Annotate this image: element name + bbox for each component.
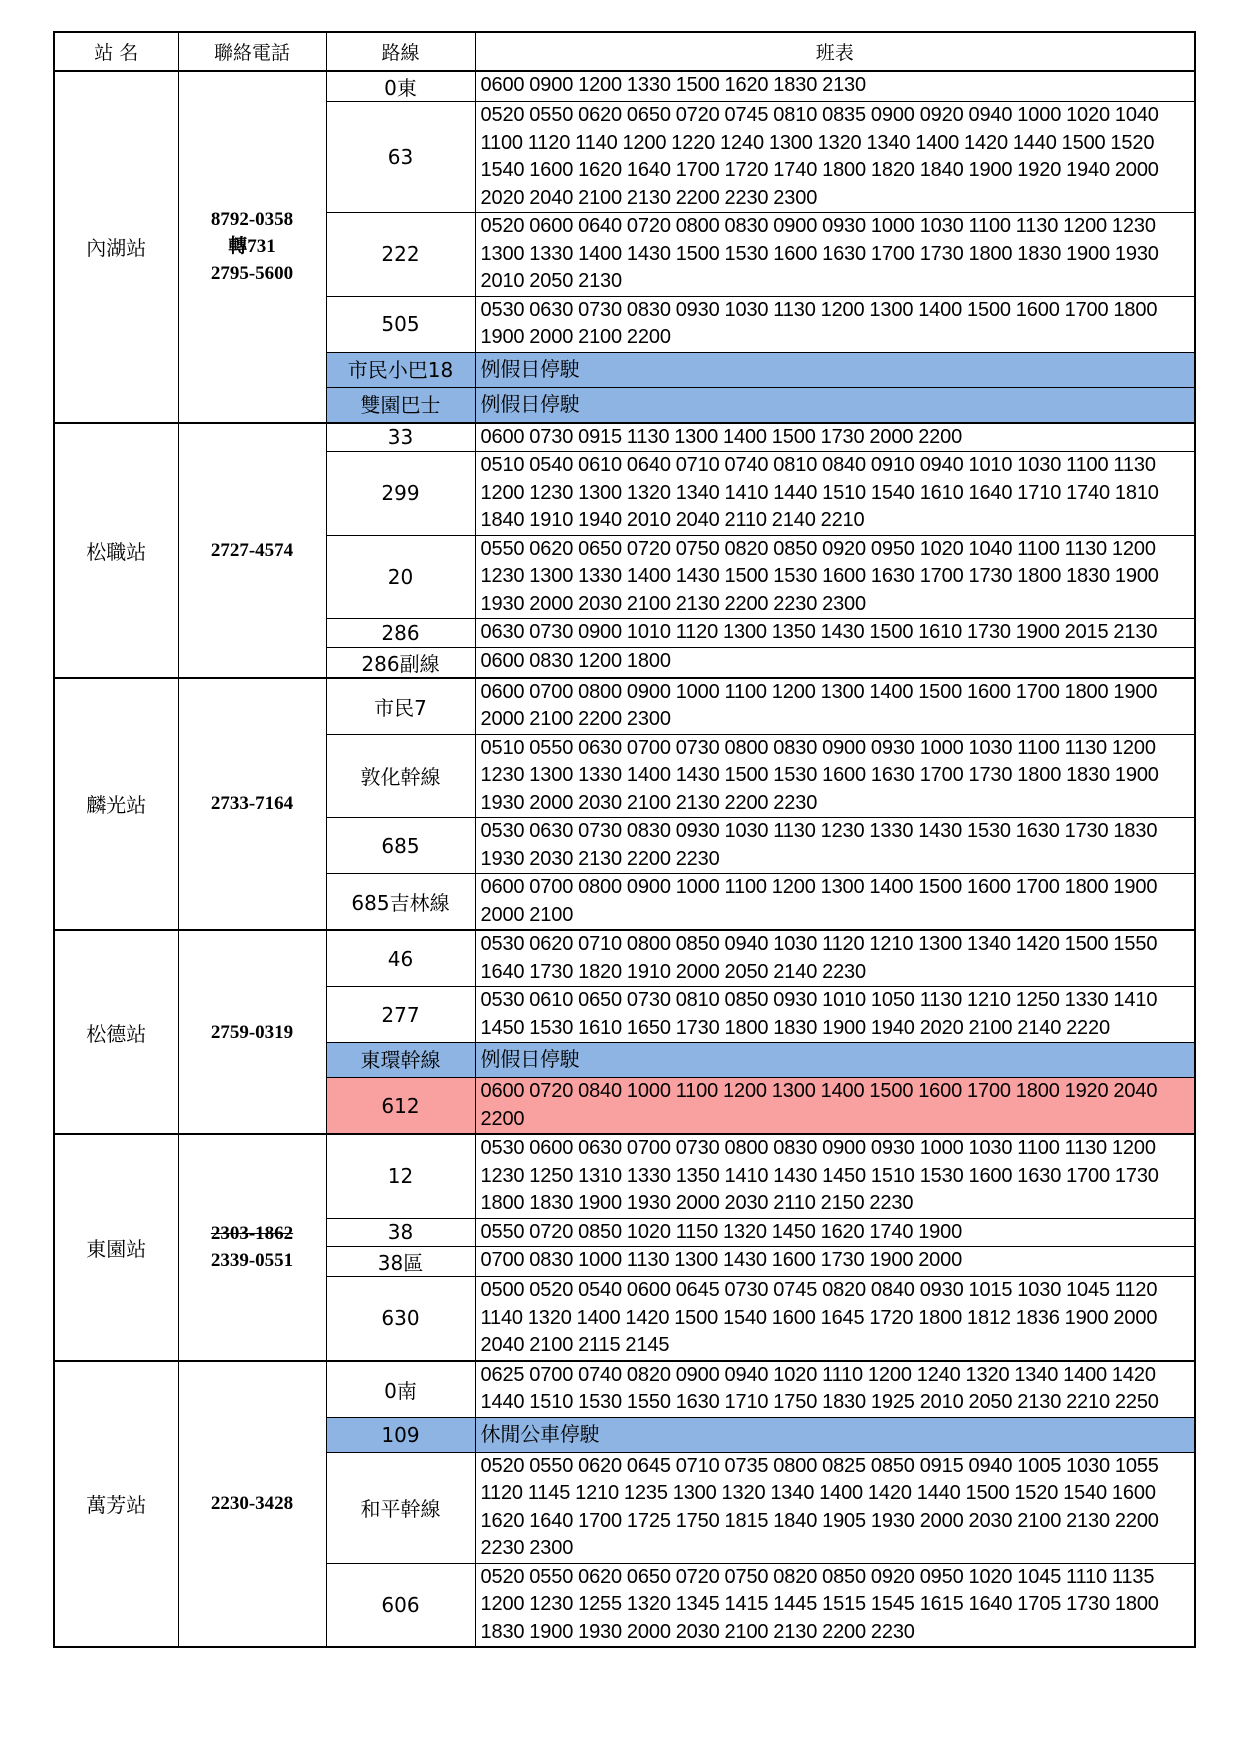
station-phone xyxy=(178,71,326,423)
route-number: 20 xyxy=(326,535,475,619)
table-row xyxy=(54,1361,1195,1418)
station-name: 東園站 xyxy=(54,1134,178,1361)
phone-number: 2733-7164 xyxy=(210,793,294,815)
bus-timetable xyxy=(53,31,1196,1648)
departure-times: 0510 0550 0630 0700 0730 0800 0830 0900 0930 1000 1030 1100 1130 1200 1230 1300 1330 1400 1430 1500 1530 1600 1630 1700 1730 1800 1830 1900 1930 2000 2030 2100 2130 2200 2230 xyxy=(475,734,1195,818)
departure-times: 0600 0700 0800 0900 1000 1100 1200 1300 1400 1500 1600 1700 1800 1900 2000 2100 2200 2300 xyxy=(475,678,1195,735)
route-number: 222 xyxy=(326,213,475,297)
route-number: 685 xyxy=(326,818,475,874)
station-phone xyxy=(178,1134,326,1361)
phone-number-old: 2303-1862 xyxy=(210,1223,294,1245)
table-row xyxy=(54,930,1195,987)
phone-number: 2795-5600 xyxy=(210,263,294,285)
route-number: 299 xyxy=(326,452,475,536)
route-number: 109 xyxy=(326,1417,475,1452)
departure-times: 0530 0620 0710 0800 0850 0940 1030 1120 1210 1300 1340 1420 1500 1550 1640 1730 1820 1910 2000 2050 2140 2230 xyxy=(475,930,1195,987)
header-phone: 聯絡電話 xyxy=(178,32,326,71)
phone-number: 2727-4574 xyxy=(210,539,294,561)
header-route: 路線 xyxy=(326,32,475,71)
station-name: 麟光站 xyxy=(54,678,178,931)
service-notice: 休閒公車停駛 xyxy=(475,1417,1195,1452)
route-number: 38 xyxy=(326,1218,475,1247)
departure-times: 0500 0520 0540 0600 0645 0730 0745 0820 0840 0930 1015 1030 1045 1120 1140 1320 1400 1420 1500 1540 1600 1645 1720 1800 1812 1836 1900 2000 2040 2100 2115 2145 xyxy=(475,1277,1195,1361)
route-number: 市民小巴18 xyxy=(326,352,475,387)
station-phone xyxy=(178,678,326,931)
departure-times: 0520 0550 0620 0645 0710 0735 0800 0825 0850 0915 0940 1005 1030 1055 1120 1145 1210 1235 1300 1320 1340 1400 1420 1440 1500 1520 1540 1600 1620 1640 1700 1725 1750 1815 1840 1905 1930 2000 2030 2100 2130 2200 2230 2300 xyxy=(475,1452,1195,1563)
route-number: 286副線 xyxy=(326,647,475,678)
departure-times: 0600 0720 0840 1000 1100 1200 1300 1400 1500 1600 1700 1800 1920 2040 2200 xyxy=(475,1078,1195,1135)
departure-times: 0520 0600 0640 0720 0800 0830 0900 0930 1000 1030 1100 1130 1200 1230 1300 1330 1400 1430 1500 1530 1600 1630 1700 1730 1800 1830 1900 1930 2010 2050 2130 xyxy=(475,213,1195,297)
station-name: 松德站 xyxy=(54,930,178,1134)
route-number: 和平幹線 xyxy=(326,1452,475,1563)
timetable-body xyxy=(54,71,1195,1647)
departure-times: 0520 0550 0620 0650 0720 0750 0820 0850 0920 0950 1020 1045 1110 1135 1200 1230 1255 1320 1345 1415 1445 1515 1545 1615 1640 1705 1730 1800 1830 1900 1930 2000 2030 2100 2130 2200 2230 xyxy=(475,1563,1195,1647)
route-number: 33 xyxy=(326,423,475,452)
departure-times: 0520 0550 0620 0650 0720 0745 0810 0835 0900 0920 0940 1000 1020 1040 1100 1120 1140 1200 1220 1240 1300 1320 1340 1400 1420 1440 1500 1520 1540 1600 1620 1640 1700 1720 1740 1800 1820 1840 1900 1920 1940 2000 2020 2040 2100 2130 2200 2230 2300 xyxy=(475,102,1195,213)
route-number: 606 xyxy=(326,1563,475,1647)
departure-times: 0530 0630 0730 0830 0930 1030 1130 1200 1300 1400 1500 1600 1700 1800 1900 2000 2100 2200 xyxy=(475,296,1195,352)
table-row xyxy=(54,71,1195,102)
route-number: 雙園巴士 xyxy=(326,387,475,423)
departure-times: 0630 0730 0900 1010 1120 1300 1350 1430 1500 1610 1730 1900 2015 2130 xyxy=(475,619,1195,648)
departure-times: 0700 0830 1000 1130 1300 1430 1600 1730 1900 2000 xyxy=(475,1247,1195,1277)
station-name: 松職站 xyxy=(54,423,178,678)
departure-times: 0600 0900 1200 1330 1500 1620 1830 2130 xyxy=(475,71,1195,102)
table-row xyxy=(54,678,1195,735)
route-number: 63 xyxy=(326,102,475,213)
route-number: 685吉林線 xyxy=(326,874,475,931)
departure-times: 0530 0610 0650 0730 0810 0850 0930 1010 1050 1130 1210 1250 1330 1410 1450 1530 1610 1650 1730 1800 1830 1900 1940 2020 2100 2140 2220 xyxy=(475,987,1195,1043)
route-number: 277 xyxy=(326,987,475,1043)
station-phone xyxy=(178,1361,326,1648)
route-number: 630 xyxy=(326,1277,475,1361)
route-number: 286 xyxy=(326,619,475,648)
service-notice: 例假日停駛 xyxy=(475,387,1195,423)
phone-number: 轉731 xyxy=(228,236,276,258)
route-number: 市民7 xyxy=(326,678,475,735)
service-notice: 例假日停駛 xyxy=(475,1043,1195,1078)
route-number: 38區 xyxy=(326,1247,475,1277)
route-number: 0東 xyxy=(326,71,475,102)
route-number: 0南 xyxy=(326,1361,475,1418)
route-number: 46 xyxy=(326,930,475,987)
departure-times: 0550 0620 0650 0720 0750 0820 0850 0920 0950 1020 1040 1100 1130 1200 1230 1300 1330 1400 1430 1500 1530 1600 1630 1700 1730 1800 1830 1900 1930 2000 2030 2100 2130 2200 2230 2300 xyxy=(475,535,1195,619)
table-row xyxy=(54,1134,1195,1218)
route-number: 敦化幹線 xyxy=(326,734,475,818)
route-number: 東環幹線 xyxy=(326,1043,475,1078)
departure-times: 0510 0540 0610 0640 0710 0740 0810 0840 0910 0940 1010 1030 1100 1130 1200 1230 1300 1320 1340 1410 1440 1510 1540 1610 1640 1710 1740 1810 1840 1910 1940 2010 2040 2110 2140 2210 xyxy=(475,452,1195,536)
phone-number: 2230-3428 xyxy=(210,1493,294,1515)
route-number: 612 xyxy=(326,1078,475,1135)
departure-times: 0530 0630 0730 0830 0930 1030 1130 1230 1330 1430 1530 1630 1730 1830 1930 2030 2130 2200 2230 xyxy=(475,818,1195,874)
header-station: 站 名 xyxy=(54,32,178,71)
station-name: 內湖站 xyxy=(54,71,178,423)
service-notice: 例假日停駛 xyxy=(475,352,1195,387)
phone-number: 8792-0358 xyxy=(210,209,294,231)
departure-times: 0530 0600 0630 0700 0730 0800 0830 0900 0930 1000 1030 1100 1130 1200 1230 1250 1310 1330 1350 1410 1430 1450 1510 1530 1600 1630 1700 1730 1800 1830 1900 1930 2000 2030 2110 2150 2230 xyxy=(475,1134,1195,1218)
station-phone xyxy=(178,930,326,1134)
phone-number: 2339-0551 xyxy=(210,1250,294,1272)
departure-times: 0550 0720 0850 1020 1150 1320 1450 1620 1740 1900 xyxy=(475,1218,1195,1247)
phone-number: 2759-0319 xyxy=(210,1021,294,1043)
header-timetable: 班表 xyxy=(475,32,1195,71)
table-row xyxy=(54,423,1195,452)
route-number: 12 xyxy=(326,1134,475,1218)
departure-times: 0600 0700 0800 0900 1000 1100 1200 1300 1400 1500 1600 1700 1800 1900 2000 2100 xyxy=(475,874,1195,931)
departure-times: 0625 0700 0740 0820 0900 0940 1020 1110 1200 1240 1320 1340 1400 1420 1440 1510 1530 1550 1630 1710 1750 1830 1925 2010 2050 2130 2210 2250 xyxy=(475,1361,1195,1418)
departure-times: 0600 0830 1200 1800 xyxy=(475,647,1195,678)
station-name: 萬芳站 xyxy=(54,1361,178,1648)
station-phone xyxy=(178,423,326,678)
route-number: 505 xyxy=(326,296,475,352)
header-row xyxy=(54,32,1195,71)
departure-times: 0600 0730 0915 1130 1300 1400 1500 1730 2000 2200 xyxy=(475,423,1195,452)
